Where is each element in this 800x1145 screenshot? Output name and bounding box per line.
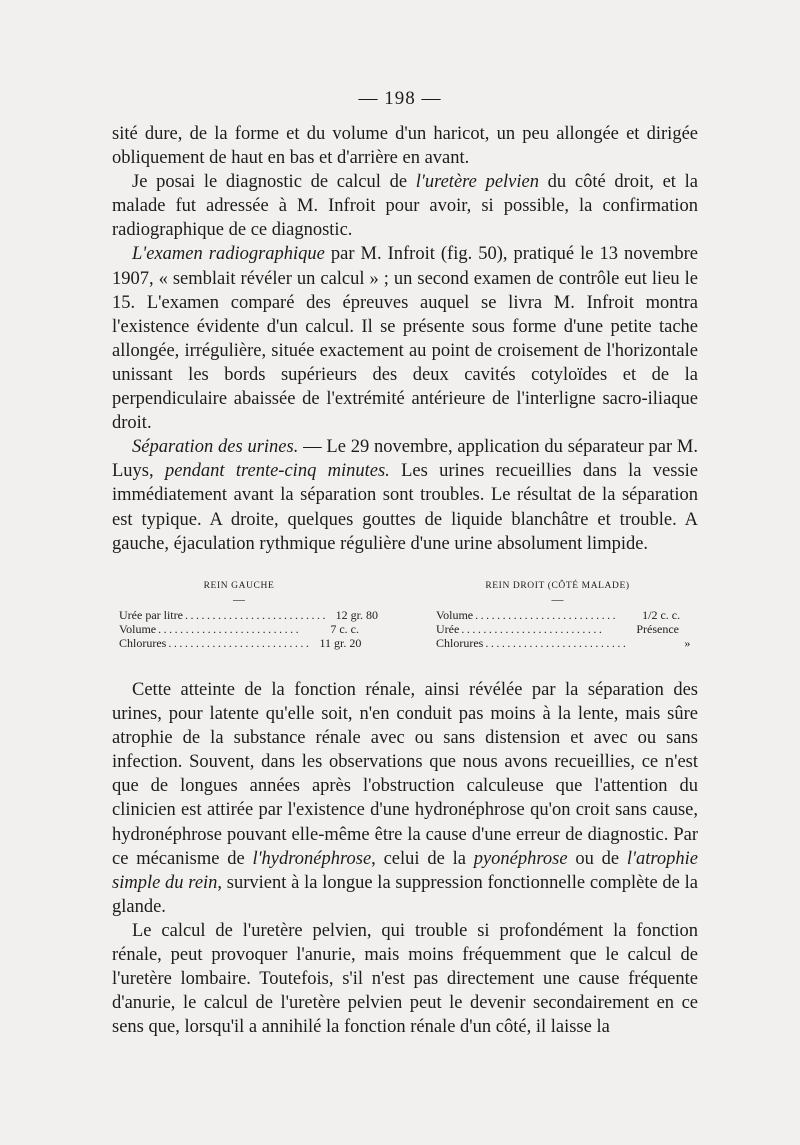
leader-dots: .......................... bbox=[158, 622, 302, 636]
table-title: REIN GAUCHE bbox=[203, 581, 275, 591]
paragraph-diagnosis bbox=[112, 170, 698, 242]
table-row bbox=[119, 636, 362, 650]
table-title: REIN DROIT (CÔTÉ MALADE) bbox=[485, 581, 630, 591]
table-row bbox=[119, 622, 359, 636]
table-row bbox=[436, 622, 679, 636]
table-right-kidney bbox=[436, 578, 691, 650]
row-label: Volume bbox=[436, 608, 474, 622]
leader-dots: .......................... bbox=[475, 608, 619, 622]
paragraph-radiography bbox=[112, 242, 698, 435]
emphasis-text: l'uretère pelvien bbox=[415, 172, 539, 193]
text-block-top bbox=[112, 122, 698, 556]
paragraph-anuria: Le calcul de l'uretère pelvien, qui trouble si profondément la fonction rénale, peut provoquer l'anurie, mais moins fréquemment que le calcul de l'uretère lombaire. Toutefois, s'il n'est pas directement une cause fréquente d'anurie, le calcul de l'uretère pelvien peut le devenir secondairement en ce sens que, lorsqu'il a annihilé la fonction rénale d'un côté, il laisse la bbox=[112, 920, 698, 1038]
row-value: 12 gr. 80 bbox=[335, 608, 378, 622]
row-label: Chlorures bbox=[119, 636, 167, 650]
row-value: 11 gr. 20 bbox=[319, 636, 362, 650]
paragraph-text: Les urines recueillies dans la vessie immédiatement avant la séparation sont troubles. Le résultat de la séparation est typique. A droite, quelques gouttes de liquide blanchâtre et trouble. A gauche, éjaculation rythmique régulière d'une urine absolument limpide. bbox=[112, 461, 698, 554]
leader-dots: .......................... bbox=[168, 636, 312, 650]
table-row bbox=[436, 636, 691, 650]
paragraph-text: ou de bbox=[567, 848, 627, 869]
emphasis-text: l'atrophie simple du rein bbox=[112, 848, 698, 893]
row-label: Urée bbox=[436, 622, 460, 636]
emphasis-text: pyonéphrose bbox=[473, 848, 568, 869]
row-label: Volume bbox=[119, 622, 157, 636]
emphasis-text: pendant trente-cinq minutes. bbox=[164, 461, 390, 482]
paragraph-text: du côté droit, et la malade fut adressée à M. Infroit pour avoir, si possible, la confirmation radiographique de ce diagnostic. bbox=[112, 172, 698, 241]
emphasis-text: Séparation des urines. bbox=[132, 437, 299, 458]
paragraph-text: — Le 29 novembre, application du séparateur par M. Luys, bbox=[112, 437, 698, 482]
row-value: 1/2 c. c. bbox=[642, 608, 681, 622]
paragraph-separation bbox=[112, 435, 698, 555]
table-dash: — bbox=[233, 592, 245, 606]
page-number: — 198 — bbox=[358, 88, 442, 109]
leader-dots: .......................... bbox=[461, 622, 605, 636]
row-value: 7 c. c. bbox=[330, 622, 359, 636]
paragraph-text: Je posai le diagnostic de calcul de bbox=[132, 172, 416, 193]
table-left-kidney bbox=[119, 578, 378, 650]
paragraph-text: , celui de la bbox=[371, 848, 474, 869]
paragraph-text: par M. Infroit (fig. 50), pratiqué le 13 novembre 1907, « semblait révéler un calcul » ; un second examen de contrôle eut lieu le 15. L'examen comparé des épreuves auquel se livra M. Infroit montra l'existence évidente d'un calcul. Il se présente sous forme d'une petite tache allongée, irrégulière, située exactement au point de croisement de l'horizontale unissant les bords supérieurs des deux cavités cotyloïdes et de la perpendiculaire abaissée de l'extrémité antérieure de l'interligne sacro-iliaque droit. bbox=[112, 244, 698, 434]
table-row bbox=[119, 608, 378, 622]
emphasis-text: l'hydronéphrose bbox=[252, 848, 372, 869]
row-label: Urée par litre bbox=[119, 608, 183, 622]
paragraph-atrophy bbox=[112, 678, 698, 919]
row-value: Présence bbox=[636, 622, 679, 636]
text-block-bottom bbox=[112, 678, 698, 1039]
row-label: Chlorures bbox=[436, 636, 484, 650]
leader-dots: .......................... bbox=[485, 636, 629, 650]
table-dash: — bbox=[551, 592, 564, 606]
leader-dots: .......................... bbox=[184, 608, 328, 622]
emphasis-text: L'examen radiographique bbox=[132, 244, 325, 265]
paragraph-text: Cette atteinte de la fonction rénale, ainsi révélée par la séparation des urines, pour latente qu'elle soit, n'en conduit pas moins à la lente, mais sûre atrophie de la substance rénale avec ou sans distension et avec ou sans infection. Souvent, dans les observations que nous avons recueillies, ce n'est que de longues années après l'obstruction calculeuse que l'attention du clinicien est attirée par l'existence d'une hydronéphrose qu'on croit sans cause, hydronéphrose pouvant elle-même être la cause d'une erreur de diagnostic. Par ce mécanisme de bbox=[112, 680, 698, 869]
row-value: » bbox=[684, 636, 691, 650]
table-row bbox=[436, 608, 679, 622]
urine-separation-tables bbox=[119, 578, 691, 658]
paragraph-text: , survient à la longue la suppression fonctionnelle complète de la glande. bbox=[112, 872, 698, 917]
paragraph-continuation: sité dure, de la forme et du volume d'un haricot, un peu allongée et dirigée obliquement de haut en bas et d'arrière en avant. bbox=[112, 124, 698, 169]
